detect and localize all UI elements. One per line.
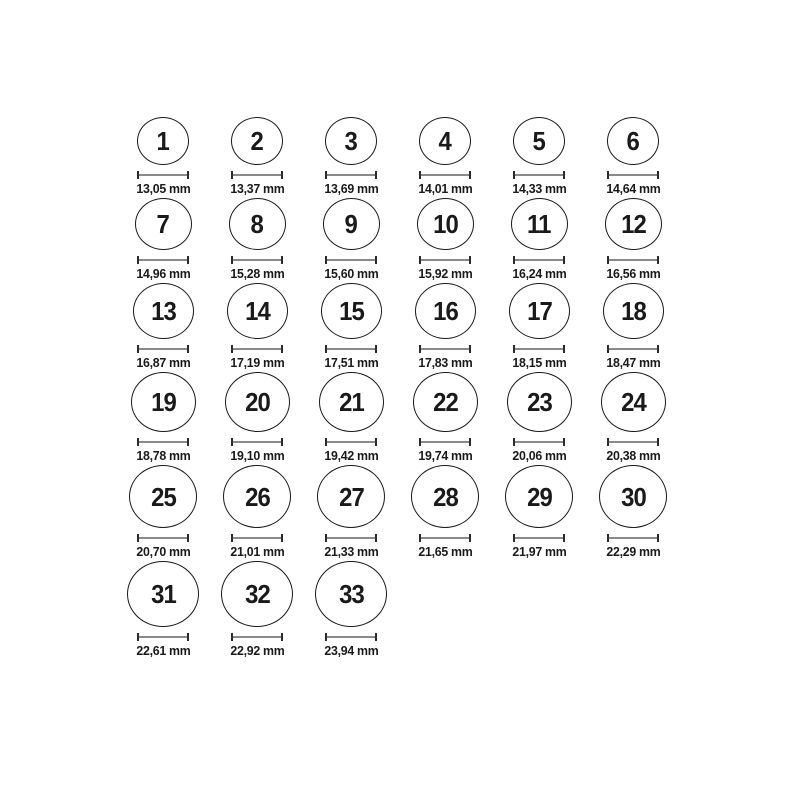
ring-size-number: 10 <box>432 209 458 239</box>
ring-size-number: 22 <box>432 387 458 417</box>
diameter-measure-line-icon <box>513 345 565 353</box>
diameter-measure-line-icon <box>325 534 377 542</box>
ring-size-number: 9 <box>344 209 358 239</box>
ring-size-cell <box>116 465 210 559</box>
ring-circle-icon <box>511 198 568 250</box>
diameter-measure-line-icon <box>137 345 189 353</box>
ring-size-number: 19 <box>150 387 176 417</box>
ring-circle-icon <box>417 198 474 250</box>
ring-size-cell <box>304 198 398 281</box>
ring-size-number: 33 <box>338 579 364 609</box>
ring-size-number: 12 <box>620 209 646 239</box>
ring-size-number: 24 <box>620 387 646 417</box>
ring-circle-icon <box>323 198 380 250</box>
diameter-label: 21,33 mm <box>323 544 379 559</box>
diameter-label: 13,69 mm <box>323 181 379 196</box>
ring-circle-icon <box>411 465 479 528</box>
ring-size-cell <box>398 198 492 281</box>
chart-row <box>116 372 684 463</box>
diameter-measure-line-icon <box>231 534 283 542</box>
diameter-measure-line-icon <box>137 633 189 641</box>
ring-circle-icon <box>225 372 290 432</box>
ring-circle-icon <box>413 372 478 432</box>
ring-size-cell <box>398 465 492 559</box>
diameter-label: 18,78 mm <box>135 448 191 463</box>
ring-size-number: 31 <box>150 579 176 609</box>
ring-size-cell <box>116 283 210 370</box>
ring-size-cell <box>304 117 398 196</box>
ring-circle-icon <box>231 117 283 165</box>
ring-size-number: 8 <box>250 209 264 239</box>
ring-circle-icon <box>415 283 476 339</box>
diameter-label: 15,92 mm <box>417 266 473 281</box>
ring-size-cell <box>586 372 680 463</box>
diameter-label: 18,15 mm <box>511 355 567 370</box>
ring-size-number: 2 <box>250 126 264 156</box>
diameter-measure-line-icon <box>325 171 377 179</box>
ring-size-number: 3 <box>344 126 358 156</box>
ring-circle-icon <box>221 561 293 627</box>
diameter-label: 14,33 mm <box>511 181 567 196</box>
ring-size-cell <box>398 372 492 463</box>
ring-size-chart <box>116 117 684 660</box>
ring-circle-icon <box>599 465 667 528</box>
ring-size-number: 21 <box>338 387 364 417</box>
ring-circle-icon <box>229 198 286 250</box>
ring-size-number: 29 <box>526 481 552 512</box>
diameter-measure-line-icon <box>325 345 377 353</box>
ring-size-cell <box>586 283 680 370</box>
diameter-label: 15,28 mm <box>229 266 285 281</box>
ring-circle-icon <box>315 561 387 627</box>
diameter-measure-line-icon <box>325 633 377 641</box>
diameter-measure-line-icon <box>231 256 283 264</box>
ring-size-cell <box>116 117 210 196</box>
diameter-measure-line-icon <box>231 345 283 353</box>
diameter-measure-line-icon <box>325 438 377 446</box>
ring-size-number: 27 <box>338 481 364 512</box>
ring-size-cell <box>586 117 680 196</box>
diameter-label: 20,70 mm <box>135 544 191 559</box>
diameter-label: 16,24 mm <box>511 266 567 281</box>
diameter-label: 20,38 mm <box>605 448 661 463</box>
diameter-label: 21,65 mm <box>417 544 473 559</box>
diameter-label: 19,74 mm <box>417 448 473 463</box>
ring-size-number: 11 <box>527 209 551 239</box>
ring-size-cell <box>586 465 680 559</box>
ring-circle-icon <box>227 283 288 339</box>
diameter-measure-line-icon <box>419 345 471 353</box>
ring-circle-icon <box>129 465 197 528</box>
diameter-label: 23,94 mm <box>323 643 379 658</box>
diameter-label: 16,56 mm <box>605 266 661 281</box>
ring-size-cell <box>492 117 586 196</box>
ring-size-cell <box>304 283 398 370</box>
diameter-label: 14,64 mm <box>605 181 661 196</box>
diameter-label: 19,42 mm <box>323 448 379 463</box>
ring-circle-icon <box>321 283 382 339</box>
diameter-measure-line-icon <box>419 534 471 542</box>
ring-size-number: 13 <box>150 296 176 326</box>
ring-circle-icon <box>135 198 192 250</box>
diameter-label: 13,37 mm <box>229 181 285 196</box>
ring-size-number: 4 <box>438 126 452 156</box>
diameter-label: 22,92 mm <box>229 643 285 658</box>
ring-size-cell <box>210 283 304 370</box>
diameter-measure-line-icon <box>325 256 377 264</box>
ring-size-cell <box>492 198 586 281</box>
diameter-label: 21,97 mm <box>511 544 567 559</box>
ring-circle-icon <box>317 465 385 528</box>
diameter-measure-line-icon <box>419 438 471 446</box>
chart-row <box>116 117 684 196</box>
ring-circle-icon <box>325 117 377 165</box>
ring-size-cell <box>210 465 304 559</box>
diameter-measure-line-icon <box>137 256 189 264</box>
diameter-measure-line-icon <box>513 171 565 179</box>
chart-row <box>116 465 684 559</box>
ring-circle-icon <box>319 372 384 432</box>
diameter-measure-line-icon <box>607 256 659 264</box>
ring-size-cell <box>398 117 492 196</box>
ring-size-number: 14 <box>244 296 270 326</box>
ring-size-cell <box>210 372 304 463</box>
ring-circle-icon <box>607 117 659 165</box>
ring-size-cell <box>210 561 304 658</box>
ring-size-cell <box>210 117 304 196</box>
diameter-label: 21,01 mm <box>229 544 285 559</box>
ring-circle-icon <box>513 117 565 165</box>
diameter-measure-line-icon <box>137 171 189 179</box>
ring-size-number: 18 <box>620 296 646 326</box>
ring-size-number: 7 <box>156 209 170 239</box>
ring-circle-icon <box>137 117 189 165</box>
ring-size-cell <box>586 198 680 281</box>
diameter-label: 17,51 mm <box>323 355 379 370</box>
diameter-measure-line-icon <box>419 256 471 264</box>
ring-size-cell <box>304 465 398 559</box>
diameter-measure-line-icon <box>607 171 659 179</box>
ring-size-number: 5 <box>532 126 546 156</box>
ring-size-cell <box>398 283 492 370</box>
diameter-measure-line-icon <box>231 171 283 179</box>
diameter-label: 15,60 mm <box>323 266 379 281</box>
ring-size-number: 6 <box>626 126 640 156</box>
ring-size-number: 25 <box>150 481 176 512</box>
ring-circle-icon <box>505 465 573 528</box>
diameter-label: 13,05 mm <box>135 181 191 196</box>
ring-circle-icon <box>419 117 471 165</box>
ring-circle-icon <box>509 283 570 339</box>
diameter-label: 14,96 mm <box>135 266 191 281</box>
ring-circle-icon <box>605 198 662 250</box>
diameter-measure-line-icon <box>513 438 565 446</box>
diameter-label: 18,47 mm <box>605 355 661 370</box>
ring-size-cell <box>116 198 210 281</box>
ring-size-cell <box>304 561 398 658</box>
ring-size-number: 16 <box>432 296 458 326</box>
ring-circle-icon <box>601 372 666 432</box>
ring-size-cell <box>116 561 210 658</box>
ring-size-number: 26 <box>244 481 270 512</box>
chart-row <box>116 561 684 658</box>
chart-row <box>116 198 684 281</box>
ring-circle-icon <box>127 561 199 627</box>
ring-circle-icon <box>507 372 572 432</box>
diameter-measure-line-icon <box>607 438 659 446</box>
ring-size-number: 28 <box>432 481 458 512</box>
diameter-label: 14,01 mm <box>417 181 473 196</box>
diameter-label: 17,83 mm <box>417 355 473 370</box>
ring-size-number: 23 <box>526 387 552 417</box>
chart-row <box>116 283 684 370</box>
diameter-measure-line-icon <box>513 534 565 542</box>
ring-size-number: 20 <box>244 387 270 417</box>
ring-size-number: 30 <box>620 481 646 512</box>
diameter-label: 19,10 mm <box>229 448 285 463</box>
ring-size-cell <box>210 198 304 281</box>
ring-circle-icon <box>131 372 196 432</box>
ring-size-cell <box>492 372 586 463</box>
ring-size-number: 32 <box>244 579 270 609</box>
ring-circle-icon <box>603 283 664 339</box>
ring-size-cell <box>492 465 586 559</box>
diameter-measure-line-icon <box>137 438 189 446</box>
diameter-measure-line-icon <box>607 345 659 353</box>
diameter-label: 20,06 mm <box>511 448 567 463</box>
ring-size-cell <box>304 372 398 463</box>
ring-size-cell <box>116 372 210 463</box>
diameter-measure-line-icon <box>513 256 565 264</box>
ring-size-number: 15 <box>338 296 364 326</box>
diameter-label: 16,87 mm <box>135 355 191 370</box>
ring-circle-icon <box>223 465 291 528</box>
diameter-measure-line-icon <box>137 534 189 542</box>
diameter-measure-line-icon <box>231 633 283 641</box>
ring-circle-icon <box>133 283 194 339</box>
diameter-label: 22,29 mm <box>605 544 661 559</box>
diameter-measure-line-icon <box>419 171 471 179</box>
ring-size-cell <box>492 283 586 370</box>
ring-size-number: 17 <box>526 296 552 326</box>
ring-size-number: 1 <box>156 126 170 156</box>
diameter-label: 17,19 mm <box>229 355 285 370</box>
diameter-measure-line-icon <box>231 438 283 446</box>
diameter-label: 22,61 mm <box>135 643 191 658</box>
diameter-measure-line-icon <box>607 534 659 542</box>
